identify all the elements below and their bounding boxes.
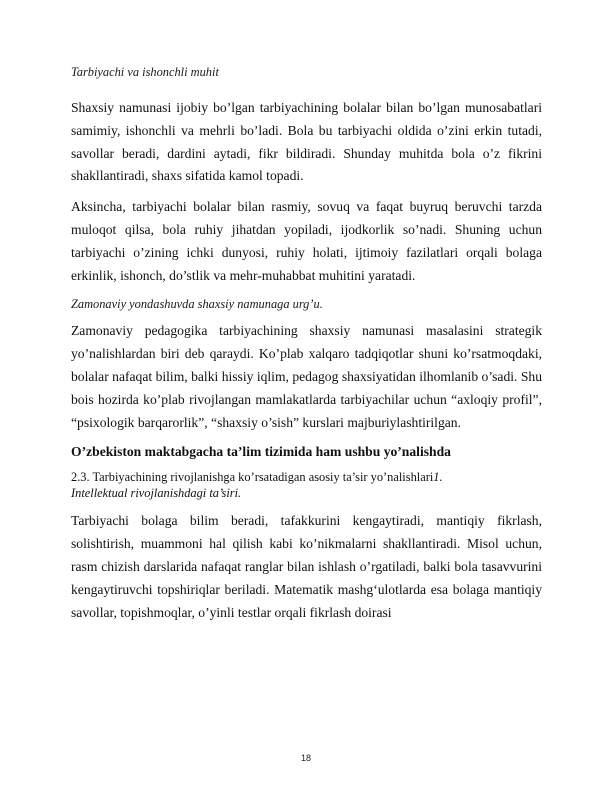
spacer [71, 461, 542, 469]
body-paragraph: Zamonaviy pedagogika tarbiyachining shaxsiy namunasi masalasini strategik yo’nalishlardan biri deb qaraydi. Ko’plab xalqaro tadqiqotlar shuni ko’rsatmoqdaki, bolalar nafaqat bilim, balki hissiy iqlim, pedagog shaxsiyatidan ilhomlanib o’sadi. Shu bois hozirda ko’plab rivojlangan mamlakatlarda tarbiyachilar uchun “axloqiy profil”, “psixologik barqarorlik”, “shaxsiy o’sish” kurslari majburiylashtirilgan. [71, 323, 542, 430]
spacer [71, 188, 542, 196]
spacer [71, 80, 542, 97]
document-page [71, 64, 542, 624]
section-heading: O’zbekiston maktabgacha ta’lim tizimida ham ushbu yo’nalishda [71, 444, 451, 460]
page-number: 18 [300, 753, 311, 763]
spacer [71, 434, 542, 443]
body-paragraph: Shaxsiy namunasi ijobiy bo’lgan tarbiyachining bolalar bilan bo’lgan munosabatlari samimiy, ishonchli va mehrli bo’ladi. Bola bu tarbiyachi oldida o’zini erkin tutadi, savollar beradi, dardini aytadi, fikr bildiradi. Shunday muhitda bola o’z fikrini shakllantiradi, shaxs sifatida kamol topadi. [71, 100, 542, 184]
spacer [71, 287, 542, 296]
section-subheading: Tarbiyachi va ishonchli muhit [71, 65, 219, 79]
body-paragraph: Aksincha, tarbiyachi bolalar bilan rasmiy, sovuq va faqat buyruq beruvchi tarzda muloqot qilsa, bola ruhiy jihatdan yopiladi, ijodkorlik so’nadi. Shuning uchun tarbiyachi o’zining ichki dunyosi, ruhiy holati, ijtimoiy fazilatlari orqali bolaga erkinlik, ishonch, do’stlik va mehr-muhabbat muhitini yaratadi. [71, 199, 542, 283]
body-paragraph: Tarbiyachi bolaga bilim beradi, tafakkurini kengaytiradi, mantiqiy fikrlash, solishtirish, muammoni hal qilish kabi ko’nikmalarni shakllantiradi. Misol uchun, rasm chizish darslarida nafaqat ranglar bilan ishlash o’rgatiladi, balki bola tasavvurini kengaytiruvchi topshiriqlar beriladi. Matematik mashg‘ulotlarda esa bolaga mantiqiy savollar, topishmoqlar, o’yinli testlar orqali fikrlash doirasi [71, 513, 542, 620]
subsection-title [71, 469, 542, 501]
subsection-title-text: 2.3. Tarbiyachining rivojlanishga ko’rsatadigan asosiy ta’sir yo’nalishlari [71, 470, 434, 485]
spacer [71, 501, 542, 510]
subsection-item-number: 1. [433, 470, 443, 485]
subsection-item-text: Intellektual rivojlanishdagi ta’siri. [71, 486, 242, 501]
spacer [71, 312, 542, 320]
section-subheading: Zamonaviy yondashuvda shaxsiy namunaga urg’u. [71, 297, 323, 312]
